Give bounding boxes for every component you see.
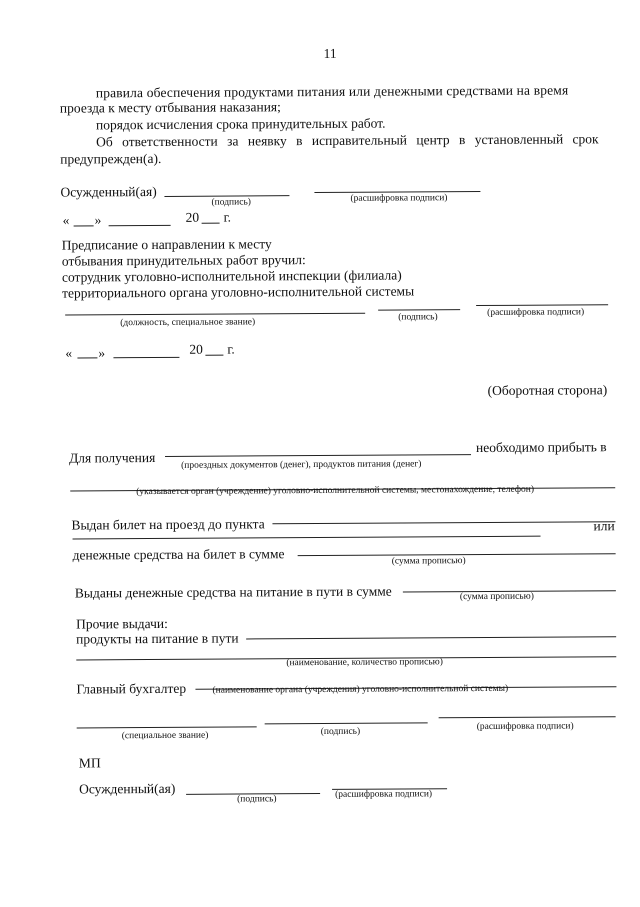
food-money-label: Выданы денежные средства на питание в пути в сумме [74, 583, 392, 601]
order-signature-caption: (подпись) [398, 312, 438, 323]
intro-line-5: предупрежден(а). [60, 150, 162, 167]
accountant-decode-caption: (расшифровка подписи) [476, 721, 574, 733]
receive-label: Для получения [68, 450, 156, 466]
ticket-or: или [593, 518, 615, 534]
accountant-decode-line [439, 716, 616, 718]
order-signature-line [378, 309, 460, 311]
date-1-month-line [109, 225, 171, 226]
stamp-label: МП [78, 755, 101, 771]
accountant-label: Главный бухгалтер [76, 680, 187, 697]
accountant-signature-line [265, 722, 428, 724]
ticket-line-2 [73, 536, 541, 540]
convict-signature-caption-2: (подпись) [237, 794, 277, 805]
date-1-suffix: г. [223, 209, 232, 225]
date-1-year-line [202, 223, 220, 224]
date-1-year: 20 [185, 209, 200, 225]
ticket-money-label: денежные средства на билет в сумме [72, 546, 285, 563]
date-2-open: « [65, 345, 73, 361]
date-2-suffix: г. [227, 341, 235, 357]
date-1-day-line [74, 225, 94, 226]
receive-suffix: необходимо прибыть в [475, 439, 607, 456]
date-2-year-line [205, 355, 223, 356]
intro-line-1: правила обеспечения продуктами питания или денежными средствами на время [95, 82, 569, 101]
convict-decode-caption-1: (расшифровка подписи) [350, 193, 448, 204]
receive-line [165, 454, 471, 457]
receive-caption: (проездных документов (денег), продуктов питания (денег) [181, 459, 422, 471]
intro-line-4: Об ответственности за неявку в исправительный центр в установленный срок [96, 131, 599, 150]
intro-line-2: проезда к месту отбывания наказания; [59, 99, 281, 116]
ticket-label: Выдан билет на проезд до пункта [71, 516, 265, 533]
other-line-1 [246, 636, 616, 639]
reverse-side-label: (Оборотная сторона) [487, 382, 608, 398]
other-label-2: продукты на питание в пути [76, 630, 239, 647]
order-position-line [65, 313, 365, 316]
page-number: 11 [323, 45, 337, 61]
order-line-4: территориального органа уголовно-исполнительной системы [61, 283, 415, 301]
food-money-caption: (сумма прописью) [459, 591, 534, 603]
date-2-month-line [113, 357, 179, 358]
convict-label-1: Осужденный(ая) [60, 183, 157, 200]
accountant-org-caption: (наименование органа (учреждения) уголовно-исполнительной системы) [212, 683, 509, 696]
convict-label-2: Осужденный(ая) [79, 780, 176, 797]
other-caption: (наименование, количество прописью) [286, 657, 443, 669]
order-decode-line [476, 304, 608, 306]
convict-decode-caption-2: (расшифровка подписи) [335, 789, 433, 800]
date-1-open: « [62, 212, 70, 228]
convict-signature-caption-1: (подпись) [211, 197, 251, 208]
date-2-year: 20 [189, 341, 203, 357]
order-position-caption: (должность, специальное звание) [120, 317, 256, 329]
date-2-day-line [77, 357, 97, 358]
receive-org-caption: (указывается орган (учреждение) уголовно-исполнительной системы, местонахождение, телефон) [136, 484, 535, 498]
order-decode-caption: (расшифровка подписи) [487, 307, 585, 318]
accountant-signature-caption: (подпись) [320, 726, 361, 738]
ticket-money-caption: (сумма прописью) [391, 556, 466, 567]
order-line-3: сотрудник уголовно-исполнительной инспекции (филиала) [61, 267, 402, 285]
intro-line-3: порядок исчисления срока принудительных работ. [95, 115, 386, 133]
order-line-2: отбывания принудительных работ вручил: [61, 252, 306, 269]
other-label-1: Прочие выдачи: [76, 615, 168, 632]
order-line-1: Предписание о направлении к месту [61, 236, 272, 253]
accountant-rank-line [77, 726, 257, 728]
date-2-close: » [98, 345, 106, 361]
ticket-line [272, 521, 615, 524]
date-1-close: » [94, 212, 102, 228]
accountant-rank-caption: (специальное звание) [121, 730, 209, 742]
